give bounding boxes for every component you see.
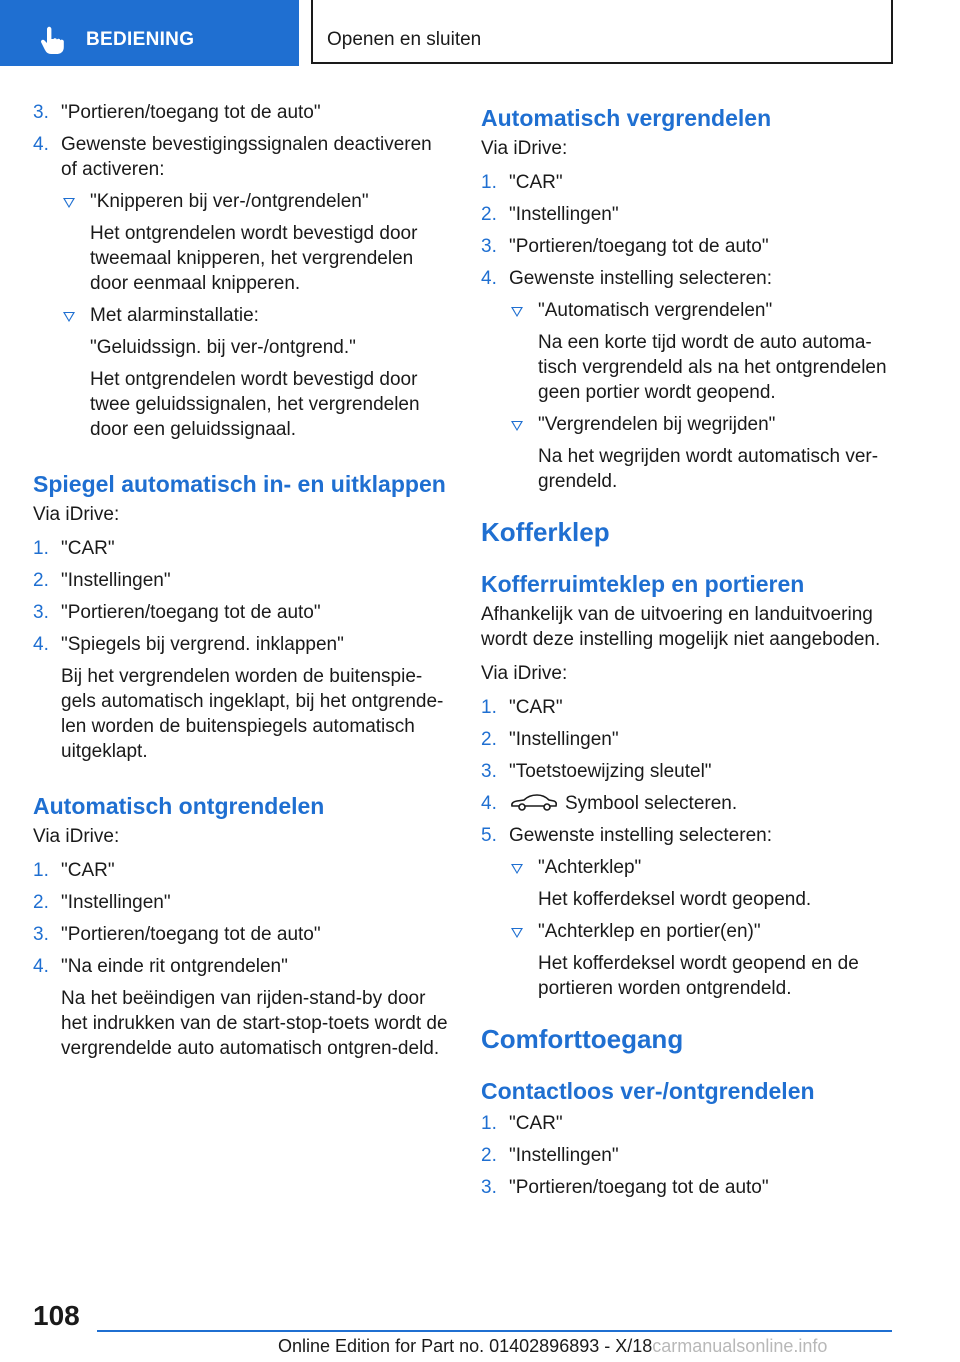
list-item: 3. "Portieren/toegang tot de auto" bbox=[33, 102, 321, 123]
list-item: 3. "Portieren/toegang tot de auto" bbox=[33, 602, 321, 623]
triangle-bullet-icon bbox=[63, 312, 75, 322]
list-item: 2. "Instellingen" bbox=[481, 729, 619, 750]
triangle-bullet-icon bbox=[511, 421, 523, 431]
section-heading: Spiegel automatisch in- en uitklappen bbox=[33, 471, 446, 497]
list-item: 1. "CAR" bbox=[481, 1113, 563, 1134]
list-item: 3. "Toetstoewijzing sleutel" bbox=[481, 761, 712, 782]
list-item: 2. "Instellingen" bbox=[481, 204, 619, 225]
list-item: 1. "CAR" bbox=[33, 860, 115, 881]
sub-list-item: "Vergrendelen bij wegrijden" Na het wegrijden wordt automatisch ver-grendeld. bbox=[509, 412, 901, 494]
item-description: Bij het vergrendelen worden de buitenspie-gels automatisch ingeklapt, bij het ontgrende-len worden de buitenspiegels automatisch uitgeklapt. bbox=[61, 666, 444, 762]
intro-text: Via iDrive: bbox=[481, 138, 568, 159]
chapter-title: Openen en sluiten bbox=[327, 29, 482, 50]
chapter-heading: Kofferklep bbox=[481, 517, 610, 547]
chapter-heading: Comforttoegang bbox=[481, 1024, 684, 1054]
sub-list-item: Met alarminstallatie: "Geluidssign. bij ver-/ontgrend." Het ontgrendelen wordt bevestigd door twee geluidssignalen, het vergrendelen door een geluidssignaal. bbox=[61, 303, 448, 442]
section-heading: Kofferruimteklep en portieren bbox=[481, 571, 805, 597]
list-item: 1. "CAR" bbox=[33, 538, 115, 559]
intro-text: Via iDrive: bbox=[481, 663, 568, 684]
list-item: 1. "CAR" bbox=[481, 697, 563, 718]
intro-text: Via iDrive: bbox=[33, 826, 120, 847]
triangle-bullet-icon bbox=[511, 928, 523, 938]
item-description: Na het beëindigen van rijden-stand-by door het indrukken van de start-stop-toets wordt de vergrendelde auto automatisch ontgren-deld. bbox=[61, 988, 448, 1059]
list-item: 5. Gewenste instelling selecteren: "Achterklep" Het kofferdeksel wordt geopend. "Achterklep en portier(en)" Het kofferdeksel wordt geopend en de portieren worden ontgrendeld. bbox=[481, 823, 901, 1001]
sub-list-item: "Achterklep" Het kofferdeksel wordt geopend. bbox=[509, 855, 901, 912]
watermark: carmanualsonline.info bbox=[652, 1336, 828, 1356]
intro-text: Via iDrive: bbox=[33, 504, 120, 525]
left-column bbox=[33, 100, 448, 1068]
list-item: 4. Gewenste instelling selecteren: "Automatisch vergrendelen" Na een korte tijd wordt de auto automa-tisch vergrendeld als na het ontgrendelen geen portier wordt geopend. "Vergrendelen bij wegrijden" Na het wegrijden wordt automatisch ver-grendeld. bbox=[481, 266, 901, 494]
page-number: 108 bbox=[33, 1300, 80, 1331]
list-item: 2. "Instellingen" bbox=[33, 892, 171, 913]
sub-list-item: "Automatisch vergrendelen" Na een korte tijd wordt de auto automa-tisch vergrendeld als na het ontgrendelen geen portier wordt geopend. bbox=[509, 298, 901, 405]
list-item: 4. Symbool selecteren. bbox=[481, 793, 738, 814]
section-heading: Automatisch vergrendelen bbox=[481, 105, 772, 131]
list-item: 4. "Spiegels bij vergrend. inklappen" Bij het vergrendelen worden de buitenspie-gels automatisch ingeklapt, bij het ontgrende-len worden de buitenspiegels automatisch uitgeklapt. bbox=[33, 632, 448, 764]
section-heading: Contactloos ver-/ontgrendelen bbox=[481, 1078, 815, 1104]
list-item: 3. "Portieren/toegang tot de auto" bbox=[33, 924, 321, 945]
list-item: 3. "Portieren/toegang tot de auto" bbox=[481, 1177, 769, 1198]
list-item: 4. Gewenste bevestigingssignalen deactiveren of activeren: "Knipperen bij ver-/ontgrendelen" Het ontgrendelen wordt bevestigd door tweemaal knipperen, het vergrendelen door eenmaal knipperen. Met alarminstallatie: "Geluidssign. bij ver-/ontgrend." Het ontgrendelen wordt bevestigd door twee geluidssignalen, het vergrendelen door een geluidssignaal. bbox=[33, 132, 448, 442]
page-header bbox=[0, 0, 960, 66]
chapter-title-box bbox=[311, 0, 893, 64]
footer-divider bbox=[97, 1330, 892, 1332]
list-item: 3. "Portieren/toegang tot de auto" bbox=[481, 236, 769, 257]
car-icon bbox=[509, 792, 559, 812]
list-item: 1. "CAR" bbox=[481, 172, 563, 193]
list-item: 2. "Instellingen" bbox=[481, 1145, 619, 1166]
footer-edition: Online Edition for Part no. 01402896893 - X/18carmanualsonline.info bbox=[278, 1336, 828, 1356]
list-item: 2. "Instellingen" bbox=[33, 570, 171, 591]
triangle-bullet-icon bbox=[511, 864, 523, 874]
sub-list-item: "Achterklep en portier(en)" Het kofferdeksel wordt geopend en de portieren worden ontgrendeld. bbox=[509, 919, 901, 1001]
sub-list-item: "Knipperen bij ver-/ontgrendelen" Het ontgrendelen wordt bevestigd door tweemaal knipperen, het vergrendelen door eenmaal knipperen. bbox=[61, 189, 448, 296]
triangle-bullet-icon bbox=[63, 198, 75, 208]
triangle-bullet-icon bbox=[511, 307, 523, 317]
list-item: 4. "Na einde rit ontgrendelen" Na het beëindigen van rijden-stand-by door het indrukken van de start-stop-toets wordt de vergrendelde auto automatisch ontgren-deld. bbox=[33, 956, 448, 1059]
section-label: BEDIENING bbox=[86, 29, 195, 50]
hand-pointer-icon bbox=[38, 26, 68, 56]
section-tab bbox=[0, 0, 299, 66]
right-column bbox=[481, 104, 901, 1207]
section-heading: Automatisch ontgrendelen bbox=[33, 793, 325, 819]
note-text: Afhankelijk van de uitvoering en landuitvoering wordt deze instelling mogelijk niet aangeboden. bbox=[481, 604, 881, 650]
